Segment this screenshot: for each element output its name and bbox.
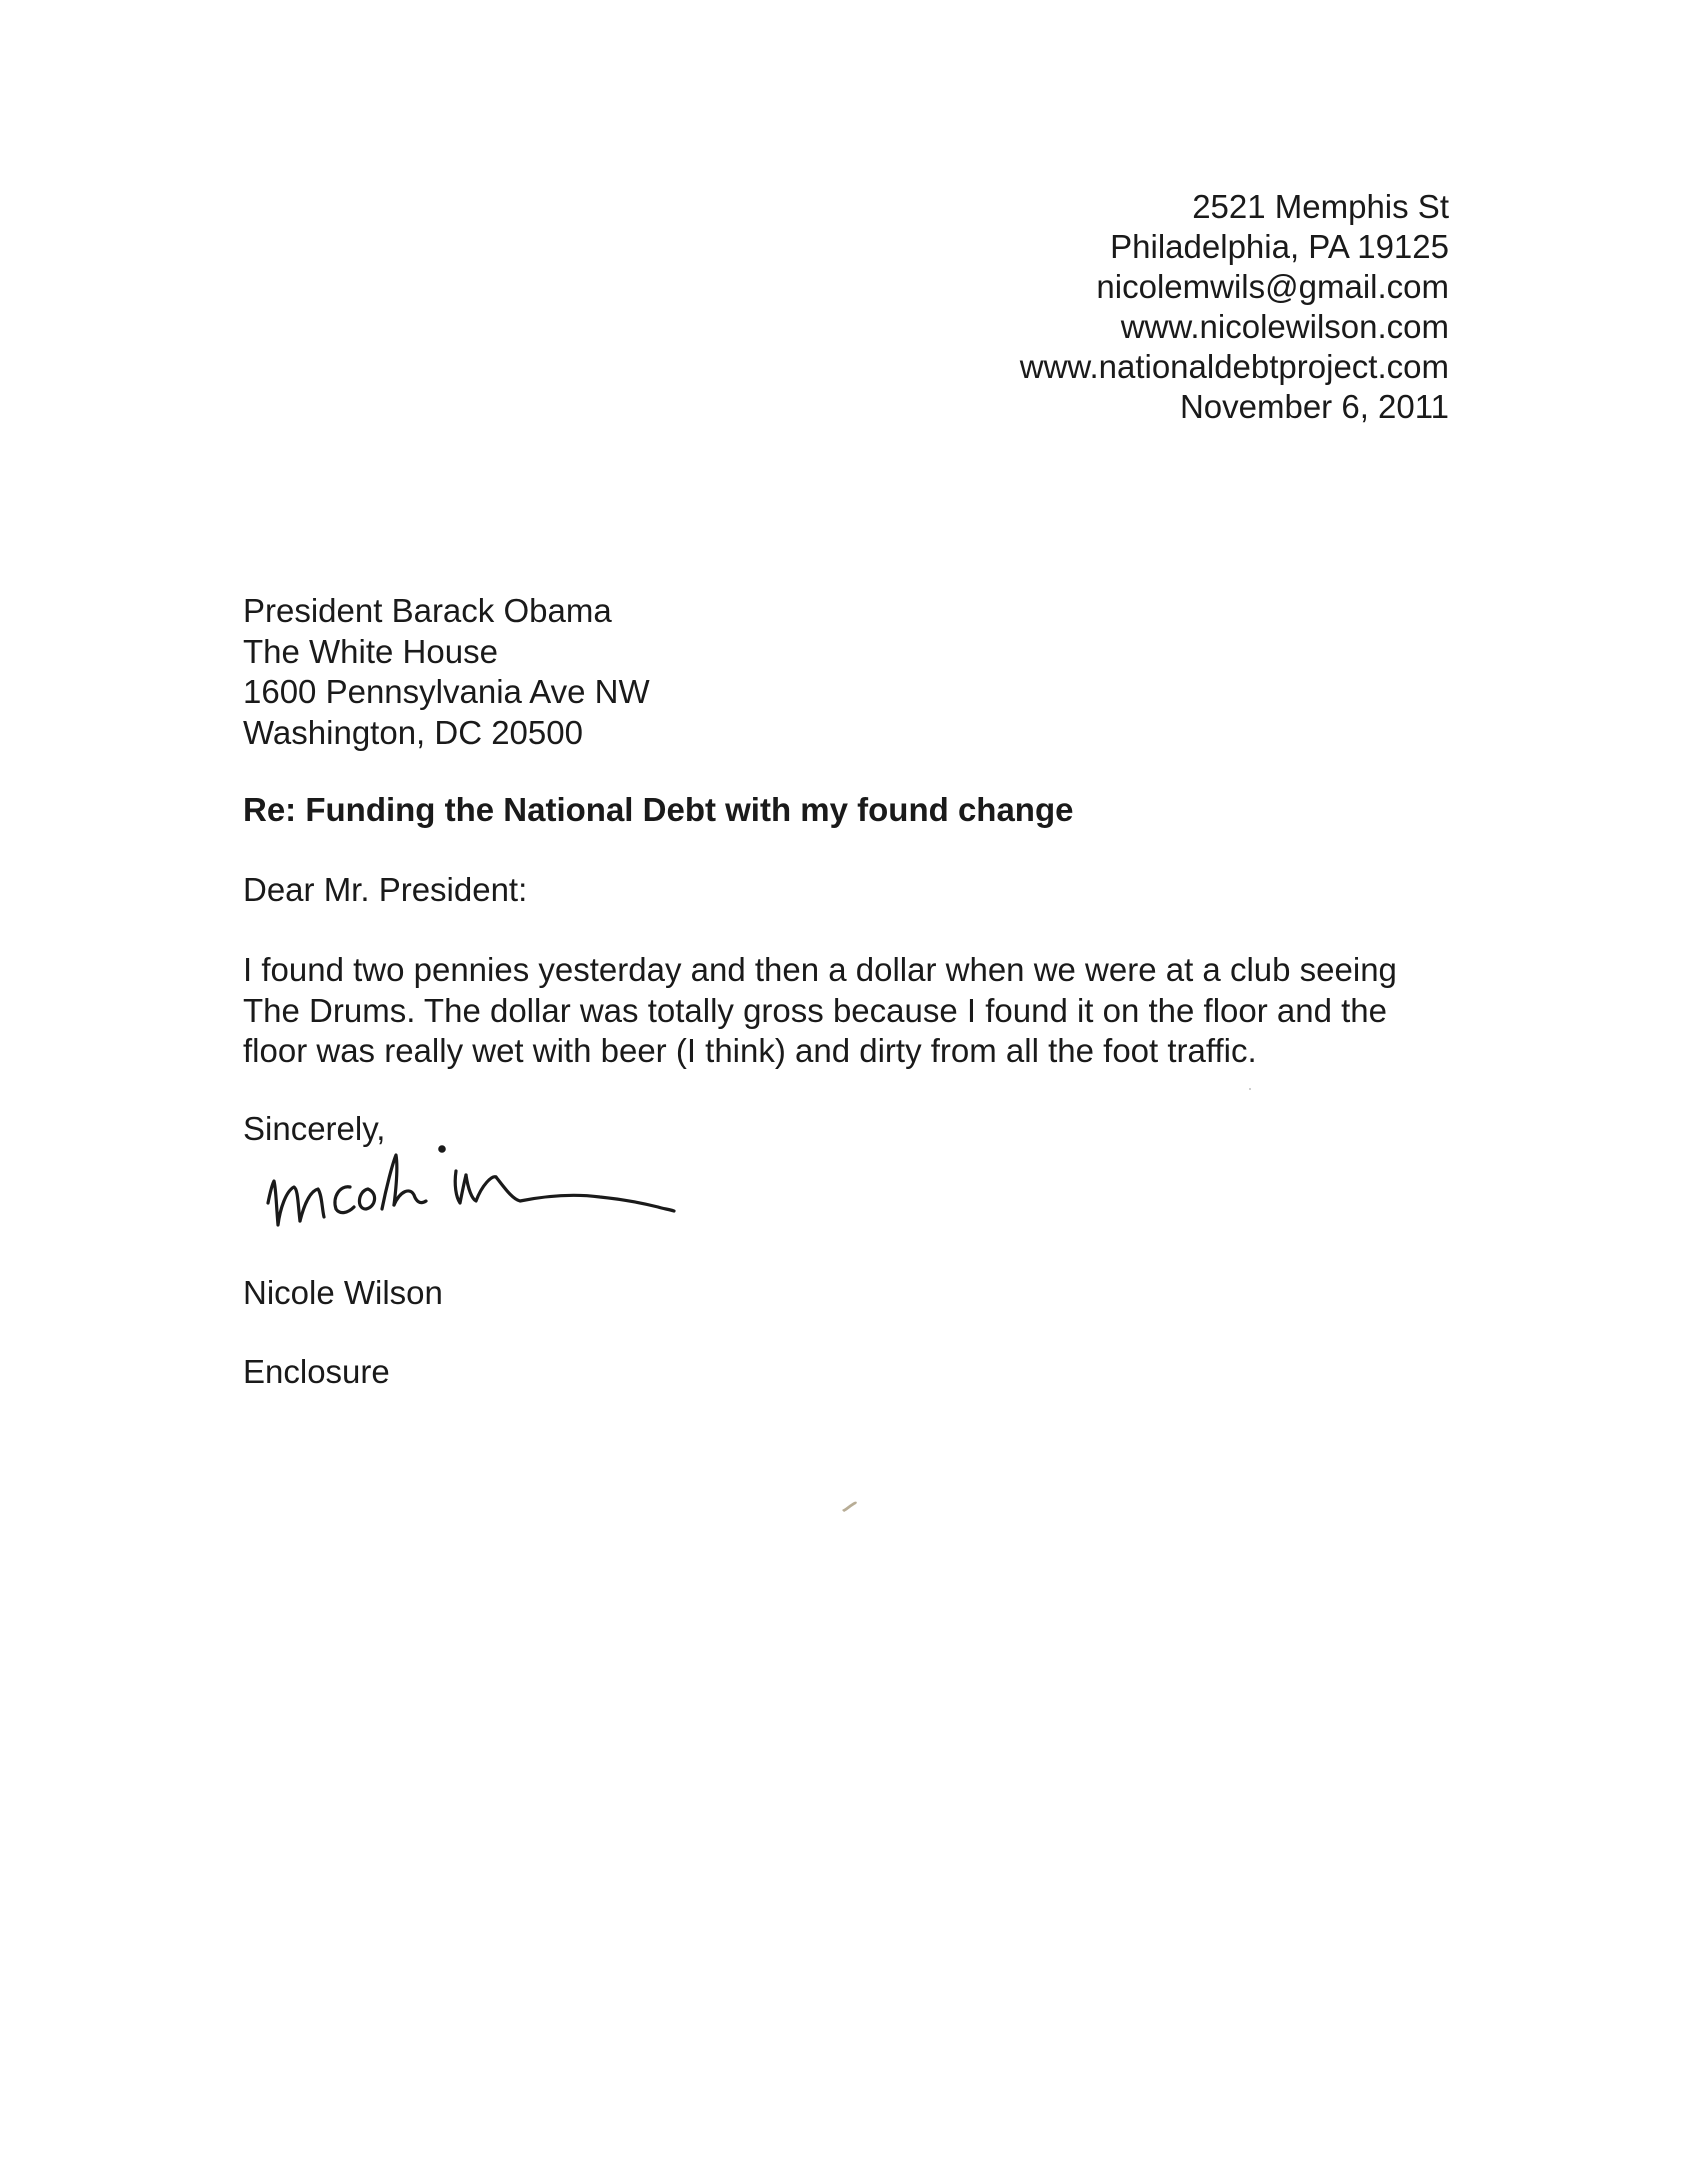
scan-speck (1248, 1087, 1252, 1091)
recipient-street: 1600 Pennsylvania Ave NW (243, 673, 650, 710)
letter-date: November 6, 2011 (1179, 388, 1449, 425)
sender-website-personal: www.nicolewilson.com (1120, 308, 1449, 345)
recipient-city-state-zip: Washington, DC 20500 (243, 713, 583, 751)
handwritten-signature (250, 1105, 680, 1250)
sender-email: nicolemwils@gmail.com (1096, 268, 1449, 305)
recipient-address-block (243, 591, 650, 753)
sender-address-block (1020, 187, 1449, 427)
subject-line: Re: Funding the National Debt with my found change (243, 791, 1074, 828)
body-paragraph (243, 950, 1397, 1072)
body-line: The Drums. The dollar was totally gross because I found it on the floor and the (243, 991, 1388, 1029)
body-line: floor was really wet with beer (I think) and dirty from all the foot traffic. (243, 1032, 1257, 1069)
sender-city-state-zip: Philadelphia, PA 19125 (1110, 228, 1449, 265)
recipient-organization: The White House (243, 632, 498, 670)
sender-website-project: www.nationaldebtproject.com (1019, 348, 1449, 385)
scan-speck (840, 1498, 860, 1514)
recipient-name: President Barack Obama (243, 592, 612, 629)
salutation: Dear Mr. President: (243, 871, 528, 908)
closing: Sincerely, (243, 1110, 386, 1147)
enclosure-notation: Enclosure (243, 1353, 390, 1390)
signer-name: Nicole Wilson (243, 1274, 443, 1311)
body-line: I found two pennies yesterday and then a dollar when we were at a club seeing (243, 951, 1397, 988)
sender-street: 2521 Memphis St (1192, 188, 1449, 225)
